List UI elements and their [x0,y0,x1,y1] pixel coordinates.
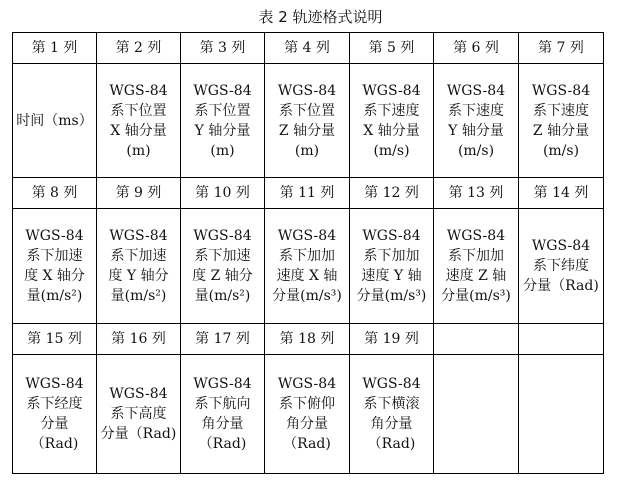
column-header: 第 2 列 [97,33,181,64]
column-description: WGS-84 系下俯仰 角分量 （Rad) [265,355,350,474]
column-header: 第 19 列 [350,324,434,355]
column-description: WGS-84 系下纬度 分量（Rad) [519,209,604,324]
header-row-3 [13,324,604,355]
column-description: WGS-84 系下经度 分量 （Rad) [13,355,97,474]
column-description: WGS-84 系下横滚 角分量 （Rad) [350,355,434,474]
column-description: WGS-84 系下航向 角分量 （Rad) [181,355,265,474]
column-header: 第 3 列 [181,33,265,64]
empty-cell [434,355,519,474]
column-header: 第 8 列 [13,178,97,209]
description-row-1 [13,64,604,178]
empty-cell [519,324,604,355]
column-header: 第 11 列 [265,178,350,209]
table-caption: 表 2 轨迹格式说明 [258,8,383,26]
column-description: WGS-84 系下速度 Z 轴分量 (m/s) [519,64,604,178]
column-header: 第 18 列 [265,324,350,355]
column-description: WGS-84 系下速度 Y 轴分量 (m/s) [434,64,519,178]
column-description: WGS-84 系下加速 度 Z 轴分 量(m/s²) [181,209,265,324]
column-header: 第 10 列 [181,178,265,209]
column-header: 第 17 列 [181,324,265,355]
column-header: 第 9 列 [97,178,181,209]
format-table [12,32,604,474]
column-description: WGS-84 系下加速 度 X 轴分 量(m/s²) [13,209,97,324]
column-description: WGS-84 系下位置 X 轴分量 (m) [97,64,181,178]
empty-cell [434,324,519,355]
column-header: 第 14 列 [519,178,604,209]
column-description: WGS-84 系下高度 分量（Rad) [97,355,181,474]
header-row-1 [13,33,604,64]
column-header: 第 1 列 [13,33,97,64]
column-header: 第 12 列 [350,178,434,209]
column-description: WGS-84 系下位置 Y 轴分量 (m) [181,64,265,178]
column-header: 第 15 列 [13,324,97,355]
header-row-2 [13,178,604,209]
column-description: WGS-84 系下加加 速度 Y 轴 分量(m/s³) [350,209,434,324]
column-description: 时间（ms） [13,64,97,178]
column-header: 第 13 列 [434,178,519,209]
empty-cell [519,355,604,474]
column-header: 第 6 列 [434,33,519,64]
column-header: 第 16 列 [97,324,181,355]
column-header: 第 4 列 [265,33,350,64]
column-header: 第 7 列 [519,33,604,64]
column-header: 第 5 列 [350,33,434,64]
column-description: WGS-84 系下速度 X 轴分量 (m/s) [350,64,434,178]
description-row-2 [13,209,604,324]
column-description: WGS-84 系下位置 Z 轴分量 (m) [265,64,350,178]
description-row-3 [13,355,604,474]
column-description: WGS-84 系下加速 度 Y 轴分 量(m/s²) [97,209,181,324]
column-description: WGS-84 系下加加 速度 Z 轴 分量(m/s³) [434,209,519,324]
column-description: WGS-84 系下加加 速度 X 轴 分量(m/s³) [265,209,350,324]
